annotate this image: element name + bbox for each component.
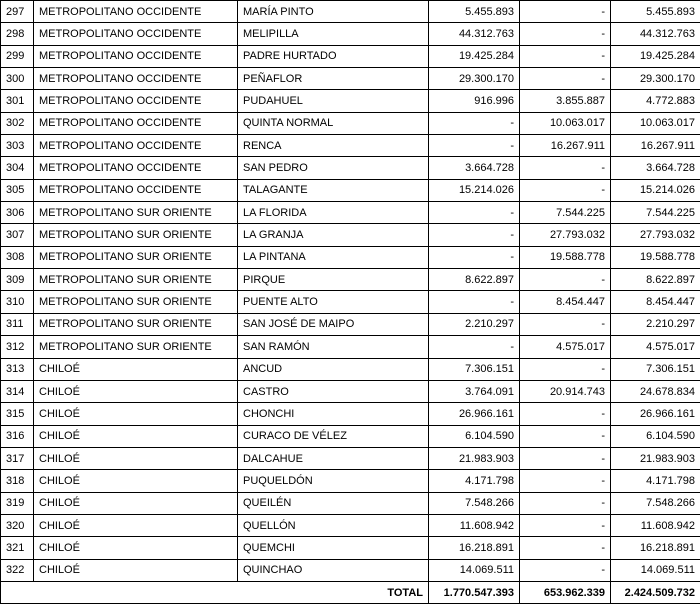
amount-2-cell: -	[520, 514, 611, 536]
table-row	[1, 246, 700, 268]
amount-1-cell: 3.764.091	[429, 380, 520, 402]
amount-1-cell: 19.425.284	[429, 45, 520, 67]
row-number-cell: 298	[1, 23, 34, 45]
table-row	[1, 291, 700, 313]
amount-3-cell: 7.548.266	[611, 492, 700, 514]
comuna-cell: CURACO DE VÉLEZ	[238, 425, 429, 447]
table-row	[1, 23, 700, 45]
total-row	[1, 582, 700, 604]
table-row	[1, 68, 700, 90]
row-number-cell: 304	[1, 157, 34, 179]
row-number-cell: 299	[1, 45, 34, 67]
comuna-cell: QUINTA NORMAL	[238, 112, 429, 134]
comuna-cell: SAN PEDRO	[238, 157, 429, 179]
region-cell: CHILOÉ	[34, 492, 238, 514]
comuna-cell: TALAGANTE	[238, 179, 429, 201]
amount-1-cell: 5.455.893	[429, 1, 520, 23]
amount-1-cell: 8.622.897	[429, 269, 520, 291]
region-cell: CHILOÉ	[34, 559, 238, 581]
amount-3-cell: 4.575.017	[611, 336, 700, 358]
amount-3-cell: 4.772.883	[611, 90, 700, 112]
amount-3-cell: 14.069.511	[611, 559, 700, 581]
amount-3-cell: 21.983.903	[611, 447, 700, 469]
comuna-cell: QUELLÓN	[238, 514, 429, 536]
row-number-cell: 305	[1, 179, 34, 201]
amount-3-cell: 10.063.017	[611, 112, 700, 134]
amount-3-cell: 7.306.151	[611, 358, 700, 380]
table-row	[1, 313, 700, 335]
comuna-cell: PUENTE ALTO	[238, 291, 429, 313]
comuna-cell: LA GRANJA	[238, 224, 429, 246]
amount-3-cell: 11.608.942	[611, 514, 700, 536]
amount-1-cell: 16.218.891	[429, 537, 520, 559]
row-number-cell: 308	[1, 246, 34, 268]
amount-3-cell: 3.664.728	[611, 157, 700, 179]
table-row	[1, 403, 700, 425]
amount-2-cell: -	[520, 23, 611, 45]
amount-2-cell: -	[520, 358, 611, 380]
row-number-cell: 322	[1, 559, 34, 581]
region-cell: METROPOLITANO OCCIDENTE	[34, 1, 238, 23]
amount-1-cell: 916.996	[429, 90, 520, 112]
amount-1-cell: 11.608.942	[429, 514, 520, 536]
region-cell: CHILOÉ	[34, 447, 238, 469]
row-number-cell: 302	[1, 112, 34, 134]
region-cell: METROPOLITANO OCCIDENTE	[34, 135, 238, 157]
table-row	[1, 1, 700, 23]
region-cell: METROPOLITANO OCCIDENTE	[34, 90, 238, 112]
amount-2-cell: -	[520, 425, 611, 447]
comuna-cell: MARÍA PINTO	[238, 1, 429, 23]
amount-2-cell: -	[520, 1, 611, 23]
table-row	[1, 514, 700, 536]
row-number-cell: 306	[1, 202, 34, 224]
amount-2-cell: -	[520, 45, 611, 67]
comuna-cell: QUEMCHI	[238, 537, 429, 559]
amount-3-cell: 7.544.225	[611, 202, 700, 224]
table-row	[1, 135, 700, 157]
row-number-cell: 315	[1, 403, 34, 425]
amount-2-cell: 4.575.017	[520, 336, 611, 358]
table-row	[1, 179, 700, 201]
row-number-cell: 311	[1, 313, 34, 335]
amount-3-cell: 19.425.284	[611, 45, 700, 67]
region-cell: METROPOLITANO OCCIDENTE	[34, 157, 238, 179]
amount-1-cell: 3.664.728	[429, 157, 520, 179]
comuna-cell: MELIPILLA	[238, 23, 429, 45]
amount-1-cell: 29.300.170	[429, 68, 520, 90]
amount-2-cell: 27.793.032	[520, 224, 611, 246]
comuna-cell: PIRQUE	[238, 269, 429, 291]
row-number-cell: 303	[1, 135, 34, 157]
region-cell: METROPOLITANO OCCIDENTE	[34, 68, 238, 90]
amount-1-cell: -	[429, 246, 520, 268]
amount-2-cell: -	[520, 68, 611, 90]
table-row	[1, 336, 700, 358]
amount-1-cell: -	[429, 224, 520, 246]
total-amount-1: 1.770.547.393	[429, 582, 520, 604]
region-cell: CHILOÉ	[34, 425, 238, 447]
region-cell: CHILOÉ	[34, 380, 238, 402]
amount-2-cell: 20.914.743	[520, 380, 611, 402]
amount-2-cell: -	[520, 447, 611, 469]
amount-3-cell: 8.622.897	[611, 269, 700, 291]
region-cell: METROPOLITANO OCCIDENTE	[34, 179, 238, 201]
comuna-cell: LA PINTANA	[238, 246, 429, 268]
row-number-cell: 320	[1, 514, 34, 536]
comuna-cell: PUQUELDÓN	[238, 470, 429, 492]
amount-3-cell: 2.210.297	[611, 313, 700, 335]
comuna-cell: CHONCHI	[238, 403, 429, 425]
table-body	[1, 1, 700, 582]
amount-2-cell: 19.588.778	[520, 246, 611, 268]
row-number-cell: 318	[1, 470, 34, 492]
amount-2-cell: -	[520, 470, 611, 492]
amount-1-cell: -	[429, 291, 520, 313]
region-cell: CHILOÉ	[34, 514, 238, 536]
region-cell: METROPOLITANO OCCIDENTE	[34, 23, 238, 45]
amount-1-cell: 6.104.590	[429, 425, 520, 447]
comuna-cell: SAN RAMÓN	[238, 336, 429, 358]
comuna-cell: QUEILÉN	[238, 492, 429, 514]
amount-1-cell: 2.210.297	[429, 313, 520, 335]
table-row	[1, 358, 700, 380]
comuna-cell: ANCUD	[238, 358, 429, 380]
row-number-cell: 313	[1, 358, 34, 380]
amount-2-cell: 8.454.447	[520, 291, 611, 313]
region-cell: METROPOLITANO SUR ORIENTE	[34, 336, 238, 358]
table-row	[1, 425, 700, 447]
amount-3-cell: 29.300.170	[611, 68, 700, 90]
total-amount-3: 2.424.509.732	[611, 582, 700, 604]
row-number-cell: 312	[1, 336, 34, 358]
amount-1-cell: 14.069.511	[429, 559, 520, 581]
amount-3-cell: 16.218.891	[611, 537, 700, 559]
amount-3-cell: 26.966.161	[611, 403, 700, 425]
table-row	[1, 537, 700, 559]
comuna-cell: LA FLORIDA	[238, 202, 429, 224]
amount-1-cell: -	[429, 135, 520, 157]
total-amount-2: 653.962.339	[520, 582, 611, 604]
table-row	[1, 224, 700, 246]
comuna-cell: SAN JOSÉ DE MAIPO	[238, 313, 429, 335]
amount-1-cell: 4.171.798	[429, 470, 520, 492]
region-cell: CHILOÉ	[34, 358, 238, 380]
comuna-cell: PEÑAFLOR	[238, 68, 429, 90]
amount-1-cell: -	[429, 112, 520, 134]
comuna-cell: QUINCHAO	[238, 559, 429, 581]
amount-3-cell: 5.455.893	[611, 1, 700, 23]
amount-1-cell: 26.966.161	[429, 403, 520, 425]
row-number-cell: 300	[1, 68, 34, 90]
table-row	[1, 269, 700, 291]
amount-2-cell: -	[520, 492, 611, 514]
region-cell: CHILOÉ	[34, 537, 238, 559]
row-number-cell: 307	[1, 224, 34, 246]
amount-1-cell: 15.214.026	[429, 179, 520, 201]
amount-2-cell: -	[520, 559, 611, 581]
amount-3-cell: 6.104.590	[611, 425, 700, 447]
region-cell: CHILOÉ	[34, 403, 238, 425]
region-cell: METROPOLITANO SUR ORIENTE	[34, 224, 238, 246]
amount-2-cell: -	[520, 537, 611, 559]
region-cell: METROPOLITANO OCCIDENTE	[34, 45, 238, 67]
table-row	[1, 45, 700, 67]
amount-2-cell: -	[520, 157, 611, 179]
amount-3-cell: 15.214.026	[611, 179, 700, 201]
region-cell: METROPOLITANO SUR ORIENTE	[34, 269, 238, 291]
amount-2-cell: -	[520, 179, 611, 201]
amount-2-cell: 3.855.887	[520, 90, 611, 112]
row-number-cell: 310	[1, 291, 34, 313]
region-cell: METROPOLITANO SUR ORIENTE	[34, 291, 238, 313]
table-row	[1, 112, 700, 134]
table-row	[1, 90, 700, 112]
table-row	[1, 157, 700, 179]
table-row	[1, 202, 700, 224]
amount-2-cell: 16.267.911	[520, 135, 611, 157]
row-number-cell: 301	[1, 90, 34, 112]
total-label: TOTAL	[1, 582, 429, 604]
amount-2-cell: 7.544.225	[520, 202, 611, 224]
amount-1-cell: 7.306.151	[429, 358, 520, 380]
amount-3-cell: 19.588.778	[611, 246, 700, 268]
region-cell: METROPOLITANO SUR ORIENTE	[34, 202, 238, 224]
region-cell: METROPOLITANO SUR ORIENTE	[34, 246, 238, 268]
amount-1-cell: 21.983.903	[429, 447, 520, 469]
amount-3-cell: 27.793.032	[611, 224, 700, 246]
row-number-cell: 297	[1, 1, 34, 23]
comuna-cell: RENCA	[238, 135, 429, 157]
comuna-cell: PADRE HURTADO	[238, 45, 429, 67]
amount-2-cell: -	[520, 313, 611, 335]
amount-3-cell: 4.171.798	[611, 470, 700, 492]
amount-2-cell: 10.063.017	[520, 112, 611, 134]
table-row	[1, 380, 700, 402]
amount-2-cell: -	[520, 403, 611, 425]
amount-3-cell: 24.678.834	[611, 380, 700, 402]
row-number-cell: 316	[1, 425, 34, 447]
amount-1-cell: 44.312.763	[429, 23, 520, 45]
region-cell: METROPOLITANO OCCIDENTE	[34, 112, 238, 134]
amount-2-cell: -	[520, 269, 611, 291]
row-number-cell: 317	[1, 447, 34, 469]
row-number-cell: 314	[1, 380, 34, 402]
table-row	[1, 559, 700, 581]
amount-3-cell: 44.312.763	[611, 23, 700, 45]
row-number-cell: 319	[1, 492, 34, 514]
amount-3-cell: 16.267.911	[611, 135, 700, 157]
comuna-cell: CASTRO	[238, 380, 429, 402]
amount-1-cell: 7.548.266	[429, 492, 520, 514]
row-number-cell: 309	[1, 269, 34, 291]
region-cell: METROPOLITANO SUR ORIENTE	[34, 313, 238, 335]
amount-3-cell: 8.454.447	[611, 291, 700, 313]
table-row	[1, 447, 700, 469]
amount-1-cell: -	[429, 336, 520, 358]
row-number-cell: 321	[1, 537, 34, 559]
table-row	[1, 492, 700, 514]
table-row	[1, 470, 700, 492]
comuna-cell: DALCAHUE	[238, 447, 429, 469]
amount-1-cell: -	[429, 202, 520, 224]
region-cell: CHILOÉ	[34, 470, 238, 492]
comuna-cell: PUDAHUEL	[238, 90, 429, 112]
